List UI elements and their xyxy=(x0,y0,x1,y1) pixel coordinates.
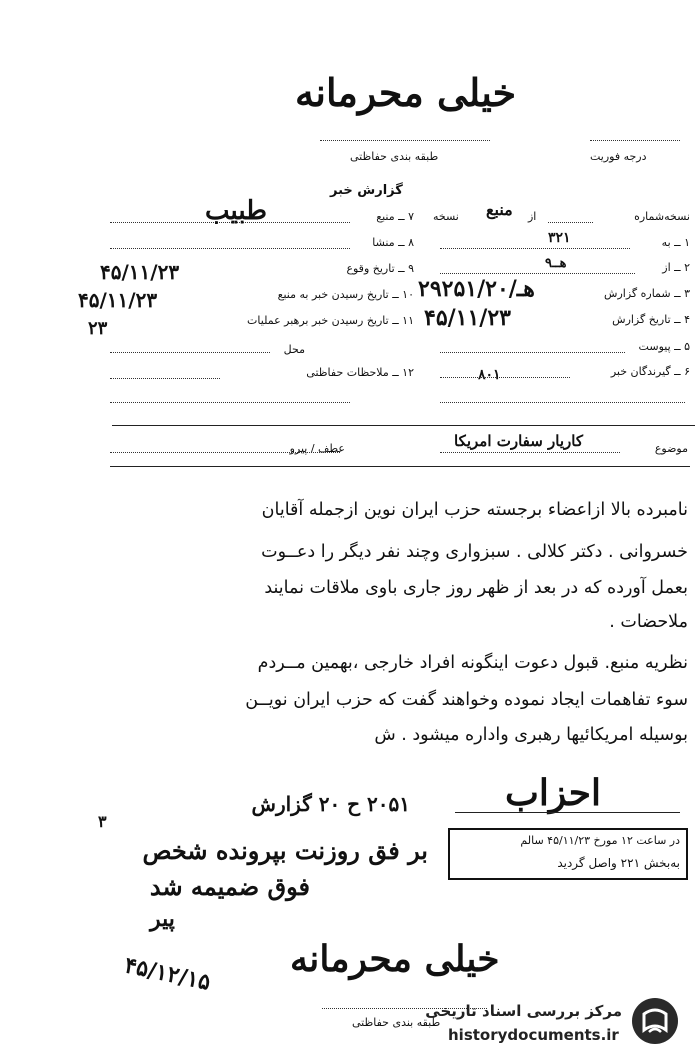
priority-label: درجه فوریت xyxy=(590,150,647,163)
note-line-1: ۲۰۵۱ ح ۲۰ گزارش xyxy=(251,792,410,816)
handwritten-category: احزاب xyxy=(505,772,602,814)
classification-label-bottom: طبقه بندی حفاظتی xyxy=(352,1016,441,1029)
stamp-line-2: به‌بخش ۲۲۱ واصل گردید xyxy=(557,856,680,870)
field-recipients-value: ۸۰۱ xyxy=(478,367,501,383)
classification-label: طبقه بندی حفاظتی xyxy=(350,150,439,163)
field-source-receipt-value: ۴۵/۱۱/۲۳ xyxy=(78,288,158,312)
body-line-5: نظریه منبع. قبول دعوت اینگونه افراد خارجی ،بهمین مــردم xyxy=(257,653,688,673)
field-origin-label: ۸ ــ منشا xyxy=(372,236,414,249)
body-line-3: بعمل آورده که در بعد از ظهر روز جاری باوی ملاقات نمایند xyxy=(264,578,688,598)
note-line-2: بر فق روزنت بپرونده شخص xyxy=(142,836,428,865)
field-source-receipt-label: ۱۰ ــ تاریخ رسیدن خبر به منبع xyxy=(277,288,414,301)
note-margin: ۳ xyxy=(98,812,107,831)
body-line-1: نامبرده بالا ازاعضاء برجسته حزب ایران نوین ازجمله آقایان xyxy=(261,500,688,520)
field-ops-receipt-value: ۲۳ xyxy=(88,318,108,339)
field-to-value: ۳۲۱ xyxy=(548,230,571,246)
copy-label: نسخه xyxy=(433,210,459,223)
field-event-date-label: ۹ ــ تاریخ وقوع xyxy=(346,262,414,275)
field-report-date-value: ۴۵/۱۱/۲۳ xyxy=(424,305,511,331)
watermark-url: historydocuments.ir xyxy=(448,1026,619,1044)
field-report-date-label: ۴ ــ تاریخ گزارش xyxy=(612,313,690,326)
body-line-6: سوء تفاهمات ایجاد نموده وخواهند گفت که حزب ایران نویــن xyxy=(245,690,688,710)
field-security-notes-label: ۱۲ ــ ملاحظات حفاظتی xyxy=(306,366,414,379)
field-report-number-value: ۲۹۲۵۱/هـ/۲۰ xyxy=(418,276,535,302)
field-event-date-value: ۴۵/۱۱/۲۳ xyxy=(100,260,180,284)
archive-logo-icon xyxy=(632,998,678,1044)
note-line-3: فوق ضمیمه شد xyxy=(149,872,310,901)
field-report-number-label: ۳ ــ شماره گزارش xyxy=(604,287,690,300)
follow-label: عطف / پیرو xyxy=(289,442,345,455)
classification-bottom: خیلی محرمانه xyxy=(290,938,500,980)
subject-label: موضوع xyxy=(654,442,688,455)
subject-value: کاریار سفارت امریکا xyxy=(454,432,583,450)
copy-number-label: نسخه‌شماره xyxy=(634,210,690,223)
note-sign: پیر xyxy=(150,906,175,932)
stamp-line-1: در ساعت ۱۲ مورخ ۴۵/۱۱/۲۳ سالم xyxy=(520,834,680,847)
note-date: ۴۵/۱۲/۱۵ xyxy=(122,952,213,996)
field-from2-label: ۲ ــ از xyxy=(662,261,690,274)
field-place-label: محل xyxy=(283,343,305,356)
received-stamp xyxy=(448,828,688,880)
field-to-label: ۱ ــ به xyxy=(661,236,690,249)
from-value: منبع xyxy=(486,200,513,219)
field-attachment-label: ۵ ــ پیوست xyxy=(638,340,690,353)
field-source-value: طبیب xyxy=(205,196,267,226)
body-line-7: بوسیله امریکائیها رهبری واداره میشود . ش xyxy=(374,725,688,745)
field-recipients-label: ۶ ــ گیرندگان خبر xyxy=(610,365,690,378)
field-source-label: ۷ ــ منبع xyxy=(376,210,414,223)
classification-top: خیلی محرمانه xyxy=(295,70,517,115)
field-from2-value: هــ۹ xyxy=(545,256,567,271)
field-ops-receipt-label: ۱۱ ــ تاریخ رسیدن خبر برهبر عملیات xyxy=(247,314,414,327)
watermark-logo xyxy=(632,998,678,1044)
body-line-2: خسروانی . دکتر کلالی . سبزواری وچند نفر دیگر را دعــوت xyxy=(261,542,688,562)
from-label: از xyxy=(528,210,537,223)
body-line-4: ملاحضات . xyxy=(609,612,688,632)
watermark-text: مرکز بررسی اسناد تاریخی xyxy=(425,1002,622,1020)
report-title: گزارش خبر xyxy=(330,183,403,198)
